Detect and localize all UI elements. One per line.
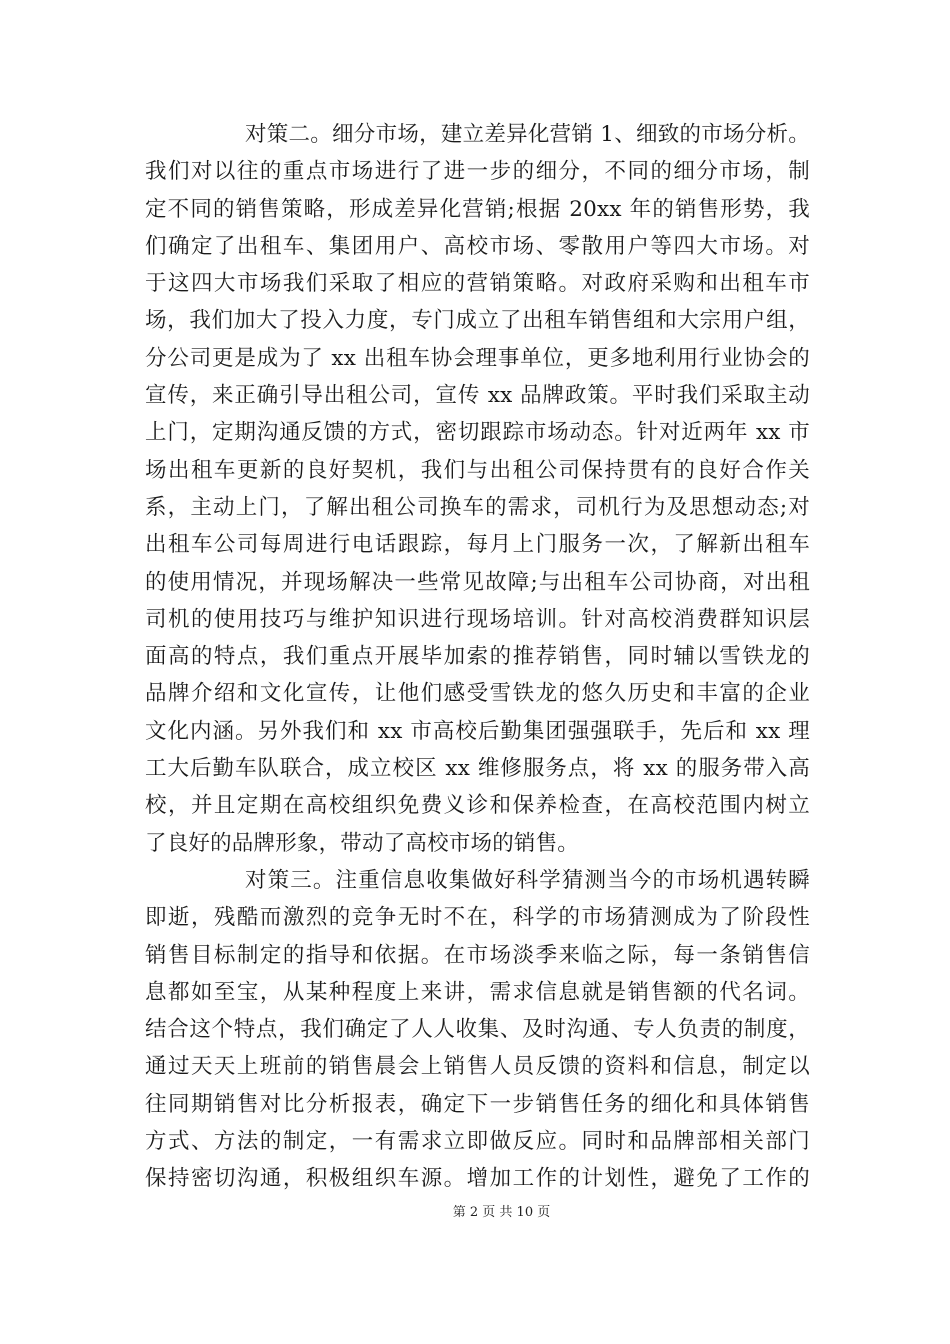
paragraph-line: 我们对以往的重点市场进行了进一步的细分，不同的细分市场，制	[145, 159, 810, 185]
paragraph-line: 场出租车更新的良好契机，我们与出租公司保持贯有的良好合作关	[145, 457, 810, 483]
paragraph-line: 息都如至宝，从某种程度上来讲，需求信息就是销售额的代名词。	[145, 979, 810, 1005]
paragraph-line: 面高的特点，我们重点开展毕加索的推荐销售，同时辅以雪铁龙的	[145, 644, 810, 670]
paragraph-line: 宣传，来正确引导出租公司，宣传 xx 品牌政策。平时我们采取主动	[145, 383, 810, 409]
paragraph-line: 保持密切沟通，积极组织车源。增加工作的计划性，避免了工作的	[145, 1166, 810, 1192]
paragraph-line: 于这四大市场我们采取了相应的营销策略。对政府采购和出租车市	[145, 271, 810, 297]
paragraph-line: 文化内涵。另外我们和 xx 市高校后勤集团强强联手，先后和 xx 理	[145, 718, 810, 744]
paragraph-line: 即逝，残酷而激烈的竞争无时不在，科学的市场猜测成为了阶段性	[145, 905, 810, 931]
paragraph-line: 出租车公司每周进行电话跟踪，每月上门服务一次，了解新出租车	[145, 532, 810, 558]
paragraph-line: 场，我们加大了投入力度，专门成立了出租车销售组和大宗用户组，	[145, 308, 810, 334]
paragraph-line: 分公司更是成为了 xx 出租车协会理事单位，更多地利用行业协会的	[145, 345, 810, 371]
body-text	[145, 116, 810, 1198]
paragraph-line: 对策二。细分市场，建立差异化营销 1、细致的市场分析。	[245, 122, 810, 147]
paragraph-line: 校，并且定期在高校组织免费义诊和保养检查，在高校范围内树立	[145, 793, 810, 819]
paragraph-line: 销售目标制定的指导和依据。在市场淡季来临之际，每一条销售信	[145, 942, 810, 968]
paragraph-line: 工大后勤车队联合，成立校区 xx 维修服务点，将 xx 的服务带入高	[145, 756, 810, 782]
paragraph-line: 往同期销售对比分析报表，确定下一步销售任务的细化和具体销售	[145, 1091, 810, 1117]
paragraph-line: 了良好的品牌形象，带动了高校市场的销售。	[145, 830, 580, 856]
paragraph-line: 司机的使用技巧与维护知识进行现场培训。针对高校消费群知识层	[145, 606, 810, 632]
paragraph-line: 品牌介绍和文化宣传，让他们感受雪铁龙的悠久历史和丰富的企业	[145, 681, 810, 707]
page-number-footer: 第 2 页 共 10 页	[452, 1205, 551, 1220]
paragraph-line: 上门，定期沟通反馈的方式，密切跟踪市场动态。针对近两年 xx 市	[145, 420, 810, 446]
paragraph-line: 结合这个特点，我们确定了人人收集、及时沟通、专人负责的制度，	[145, 1017, 810, 1043]
paragraph-line: 们确定了出租车、集团用户、高校市场、零散用户等四大市场。对	[145, 233, 810, 259]
paragraph-line: 系，主动上门，了解出租公司换车的需求，司机行为及思想动态;对	[145, 494, 810, 520]
paragraph-line: 通过天天上班前的销售晨会上销售人员反馈的资料和信息，制定以	[145, 1054, 810, 1080]
paragraph-line: 方式、方法的制定，一有需求立即做反应。同时和品牌部相关部门	[145, 1129, 810, 1155]
paragraph-line: 定不同的销售策略，形成差异化营销;根据 20xx 年的销售形势，我	[145, 196, 810, 222]
paragraph-line: 对策三。注重信息收集做好科学猜测当今的市场机遇转瞬	[245, 867, 810, 893]
paragraph-line: 的使用情况，并现场解决一些常见故障;与出租车公司协商，对出租	[145, 569, 810, 595]
